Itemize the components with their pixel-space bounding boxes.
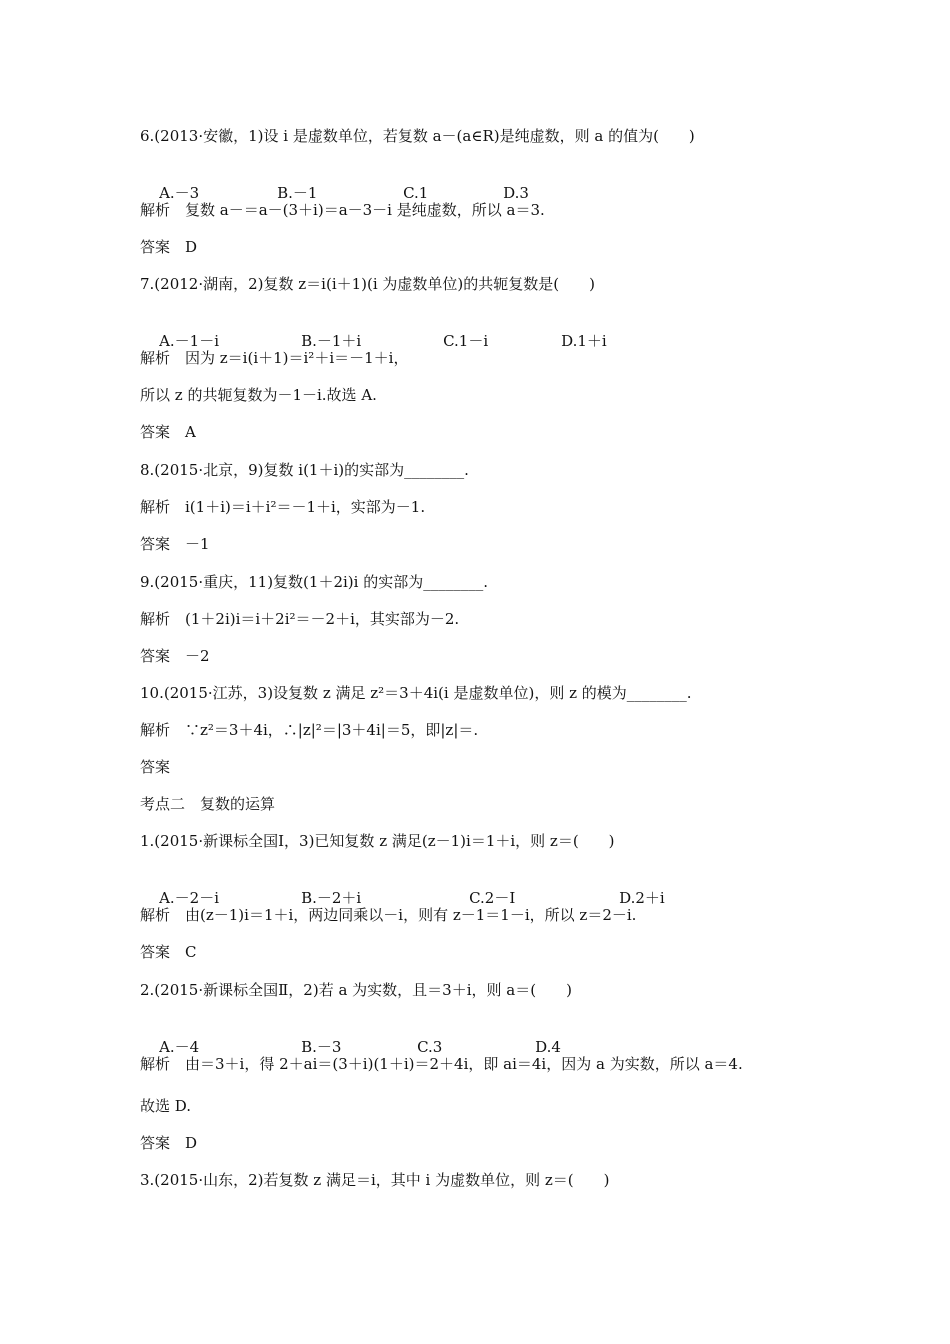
option-c: C.1－i: [443, 332, 489, 350]
option-a: A.－1－i: [159, 332, 220, 350]
option-b: B.－3: [301, 1038, 342, 1056]
option-a: A.－2－i: [159, 889, 220, 907]
answer-7: 答案 A: [140, 423, 196, 441]
option-c: C.2－I: [469, 889, 516, 907]
question-2: 2.(2015·新课标全国Ⅱ，2)若 a 为实数，且＝3＋i，则 a＝( ): [140, 981, 572, 999]
option-d: D.3: [503, 184, 529, 202]
analysis-2-cont: 故选 D.: [140, 1097, 192, 1115]
option-d: D.1＋i: [561, 332, 607, 350]
answer-9: 答案 －2: [140, 647, 210, 665]
question-1: 1.(2015·新课标全国Ⅰ，3)已知复数 z 满足(z－1)i＝1＋i，则 z＝( ): [140, 832, 615, 850]
analysis-8: 解析 i(1＋i)＝i＋i²＝－1＋i，实部为－1.: [140, 498, 426, 516]
answer-1: 答案 C: [140, 943, 197, 961]
analysis-7: 解析 因为 z＝i(i＋1)＝i²＋i＝－1＋i，: [140, 349, 409, 367]
option-c: C.1: [403, 184, 429, 202]
question-6: 6.(2013·安徽，1)设 i 是虚数单位，若复数 a－(a∈R)是纯虚数，则 a 的值为( ): [140, 127, 695, 145]
option-b: B.－1: [277, 184, 318, 202]
answer-10: 答案: [140, 758, 171, 776]
analysis-7-cont: 所以 z 的共轭复数为－1－i.故选 A.: [140, 386, 377, 404]
option-a: A.－4: [159, 1038, 200, 1056]
analysis-10: 解析 ∵z²＝3＋4i，∴|z|²＝|3＋4i|＝5，即|z|＝.: [140, 721, 479, 739]
option-d: D.2＋i: [619, 889, 665, 907]
answer-8: 答案 －1: [140, 535, 210, 553]
section-heading: 考点二 复数的运算: [140, 795, 276, 813]
answer-6: 答案 D: [140, 238, 198, 256]
analysis-1: 解析 由(z－1)i＝1＋i，两边同乘以－i，则有 z－1＝1－i，所以 z＝2－i.: [140, 906, 637, 924]
question-7: 7.(2012·湖南，2)复数 z＝i(i＋1)(i 为虚数单位)的共轭复数是( ): [140, 275, 595, 293]
answer-2: 答案 D: [140, 1134, 198, 1152]
analysis-2: 解析 由＝3＋i，得 2＋ai＝(3＋i)(1＋i)＝2＋4i，即 ai＝4i，因为 a 为实数，所以 a＝4.: [140, 1055, 743, 1073]
option-c: C.3: [417, 1038, 443, 1056]
question-3: 3.(2015·山东，2)若复数 z 满足＝i，其中 i 为虚数单位，则 z＝( ): [140, 1171, 610, 1189]
analysis-6: 解析 复数 a－＝a－(3＋i)＝a－3－i 是纯虚数，所以 a＝3.: [140, 201, 545, 219]
option-b: B.－2＋i: [301, 889, 362, 907]
option-a: A.－3: [159, 184, 200, 202]
question-8: 8.(2015·北京，9)复数 i(1＋i)的实部为________.: [140, 461, 469, 479]
analysis-9: 解析 (1＋2i)i＝i＋2i²＝－2＋i，其实部为－2.: [140, 610, 460, 628]
option-d: D.4: [535, 1038, 561, 1056]
question-9: 9.(2015·重庆，11)复数(1＋2i)i 的实部为________.: [140, 573, 488, 591]
question-10: 10.(2015·江苏，3)设复数 z 满足 z²＝3＋4i(i 是虚数单位)，则 z 的模为________.: [140, 684, 692, 702]
option-b: B.－1＋i: [301, 332, 362, 350]
